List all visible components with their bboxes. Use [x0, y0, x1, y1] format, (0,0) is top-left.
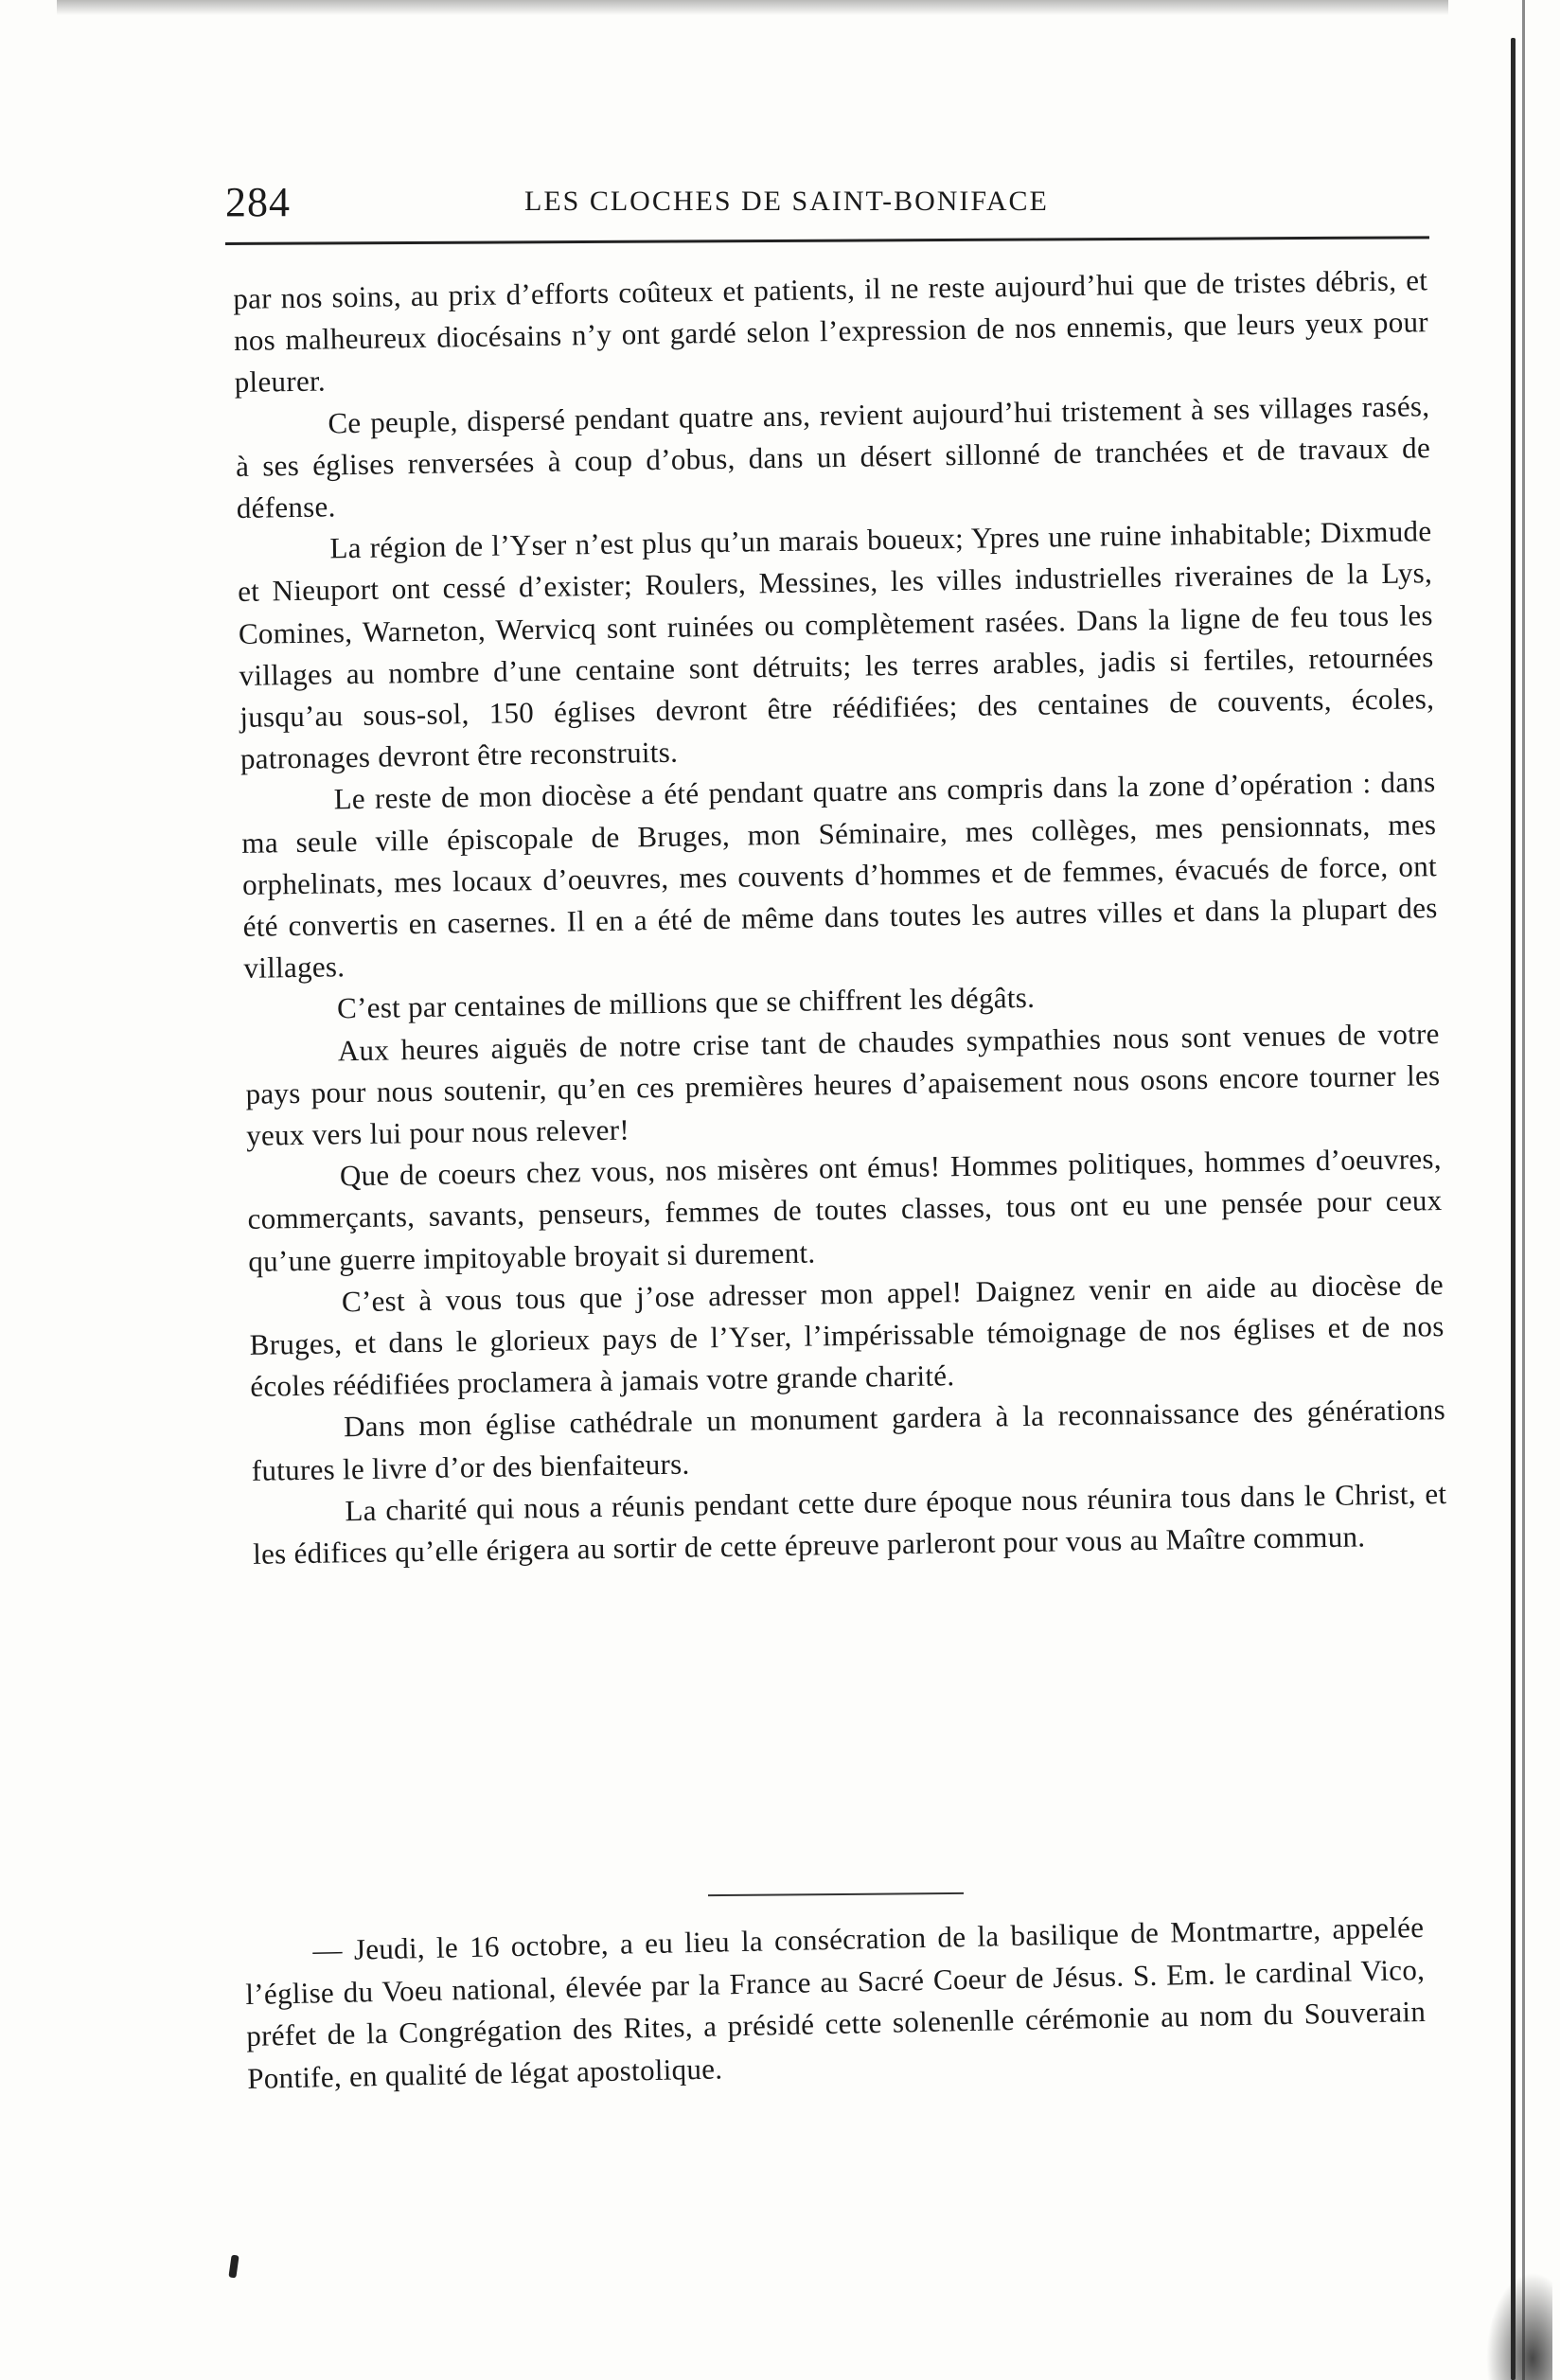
news-paragraph: — Jeudi, le 16 octobre, a eu lieu la consécration de la basilique de Montmartre, appelée l’église du Voeu national, élevée par la France au Sacré Coeur de Jésus. S. Em. le cardinal Vico, préfet de la Congrégation des Rites, a présidé cette solenenlle cérémonie au nom du Souverain Pontife, en qualité de légat apostolique. [245, 1909, 1427, 2095]
paragraph: La charité qui nous a réunis pendant cette dure époque nous réunira tous dans le Christ, et les édifices qu’elle érigera au sortir de cette épreuve parleront pour vous au Maître commun. [252, 1476, 1447, 1571]
scan-smudge [57, 0, 1448, 15]
running-head: LES CLOCHES DE SAINT-BONIFACE [524, 186, 1049, 217]
news-item [244, 1907, 1427, 2100]
paragraph: Ce peuple, dispersé pendant quatre ans, revient aujourd’hui tristement à ses villages rasés, à ses églises renversées à coup d’obus, dans un désert sillonné de tranchées et de travaux de défense. [235, 388, 1431, 524]
paragraph: C’est par centaines de millions que se chiffrent les dégâts. [336, 981, 1036, 1025]
paragraph: La région de l’Yser n’est plus qu’un marais boueux; Ypres une ruine inhabitable; Dixmude et Nieuport ont cessé d’exister; Roulers, Messines, les villes industrielles riveraines de la Lys, Comines, Warneton, Wervicq sont ruinées ou complètement rasées. Dans la ligne de feu tous les villages au nombre d’une centaine sont détruits; les terres arables, jadis si fertiles, retournées jusqu’au sous-sol, 150 églises devront être réédifiées; des centaines de couvents, écoles, patronages devront être reconstruits. [237, 514, 1435, 776]
ink-mark [228, 2255, 239, 2279]
page-edge-shadow [1511, 38, 1516, 2380]
paragraph: Le reste de mon diocèse a été pendant quatre ans compris dans la zone d’opération : dans ma seule ville épiscopale de Bruges, mon Séminaire, mes collèges, mes pensionnats, mes orphelinats, mes locaux d’oeuvres, mes couvents d’hommes et de femmes, évacués de force, ont été convertis en casernes. Il en a été de même dans toutes les autres villes et dans la plupart des villages. [241, 765, 1438, 986]
paragraph: par nos soins, au prix d’efforts coûteux et patients, il ne reste aujourd’hui que de tristes débris, et nos malheureux diocésains n’y ont gardé selon l’expression de nos ennemis, que leurs yeux pour pleurer. [233, 263, 1429, 400]
page-number: 284 [225, 179, 291, 225]
scan-blot [1486, 2272, 1552, 2380]
paragraph: Que de coeurs chez vous, nos misères ont émus! Hommes politiques, hommes d’oeuvres, commerçants, savants, penseurs, femmes de toutes classes, tous ont eu une pensée pour ceux qu’une guerre impitoyable broyait si durement. [247, 1142, 1443, 1278]
body-text [233, 259, 1447, 1575]
paragraph: C’est à vous tous que j’ose adresser mon appel! Daignez venir en aide au diocèse de Bruges, et dans le glorieux pays de l’Yser, l’impérissable témoignage de nos églises et de nos écoles réédifiées proclamera à jamais votre grande charité. [249, 1267, 1445, 1404]
page-header [225, 178, 1427, 235]
section-separator [708, 1892, 964, 1896]
page-edge-line [1522, 0, 1525, 2380]
paragraph: Aux heures aiguës de notre crise tant de chaudes sympathies nous sont venues de votre pays pour nous soutenir, qu’en ces premières heures d’apaisement nous osons encore tourner les yeux vers lui pour nous relever! [245, 1016, 1441, 1152]
header-rule [225, 236, 1429, 245]
paragraph: Dans mon église cathédrale un monument gardera à la reconnaissance des générations futures le livre d’or des bienfaiteurs. [251, 1393, 1446, 1487]
